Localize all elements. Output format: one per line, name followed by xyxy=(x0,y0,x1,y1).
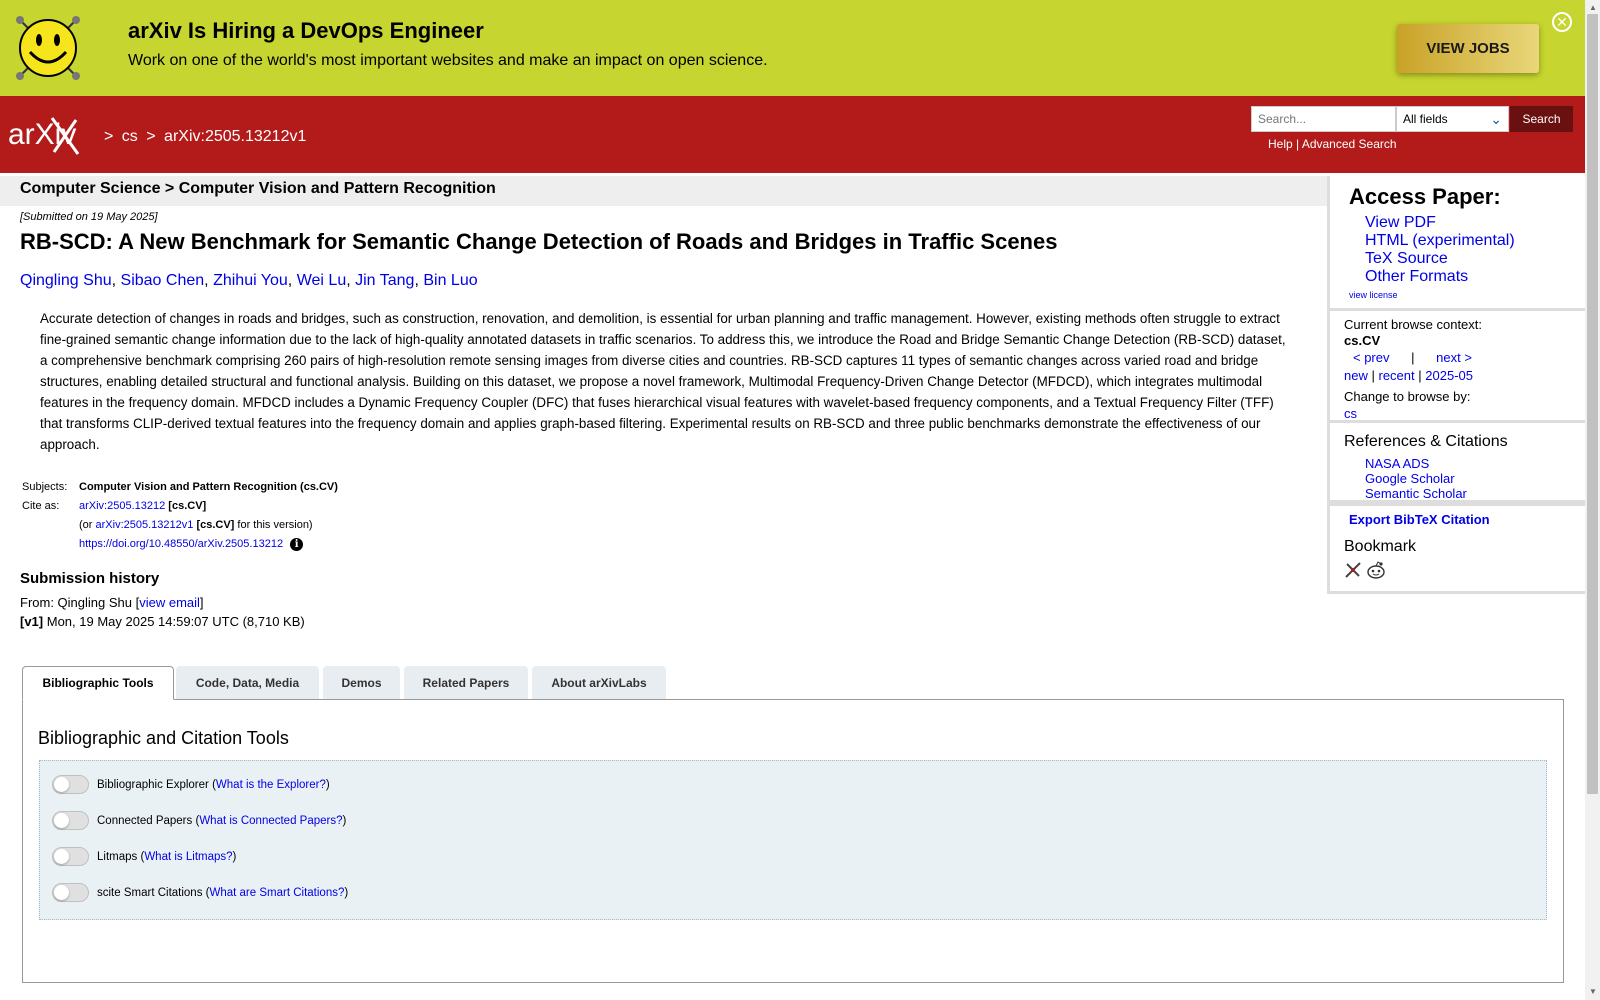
submitted-date: [Submitted on 19 May 2025] xyxy=(20,211,158,223)
page-scrollbar[interactable] xyxy=(1585,0,1600,1000)
access-links xyxy=(1365,214,1515,286)
view-jobs-button[interactable]: VIEW JOBS xyxy=(1397,24,1539,73)
prev-link[interactable]: < prev xyxy=(1353,350,1390,365)
export-box xyxy=(1330,503,1585,506)
references-box xyxy=(1330,423,1585,503)
subjects-label: Subjects: xyxy=(22,481,68,493)
chevron-down-icon: ⌄ xyxy=(1490,111,1502,127)
breadcrumb-sep: > xyxy=(146,128,156,145)
help-links xyxy=(1268,137,1397,151)
subjects-value: Computer Vision and Pattern Recognition (cs.CV) xyxy=(79,481,338,493)
search-button[interactable]: Search xyxy=(1510,106,1573,132)
paren: ( xyxy=(212,778,216,791)
author-separator: , xyxy=(204,272,209,289)
tool-help-link[interactable]: What is Litmaps? xyxy=(144,850,233,863)
author-separator: , xyxy=(287,272,293,289)
paren: ) xyxy=(325,778,330,791)
author-list xyxy=(20,272,478,290)
new-link[interactable]: new xyxy=(1344,368,1368,383)
browse-context-box xyxy=(1330,311,1585,423)
arxiv-logo[interactable] xyxy=(8,114,103,156)
scroll-thumb[interactable] xyxy=(1587,14,1598,794)
tab-bibliographic-tools[interactable]: Bibliographic Tools xyxy=(22,666,174,700)
tex-source-link[interactable]: TeX Source xyxy=(1365,250,1448,267)
google-scholar-link[interactable]: Google Scholar xyxy=(1365,471,1455,486)
author-link[interactable]: Jin Tang xyxy=(355,272,415,289)
bookmark-icons xyxy=(1344,561,1386,584)
tool-row xyxy=(52,811,346,830)
search-field-select[interactable] xyxy=(1396,106,1509,132)
view-pdf-link[interactable]: View PDF xyxy=(1365,214,1436,231)
reddit-icon[interactable] xyxy=(1366,561,1386,579)
advanced-search-link[interactable]: Advanced Search xyxy=(1301,137,1397,151)
author-link[interactable]: Qingling Shu xyxy=(20,272,112,289)
submission-from-close: ] xyxy=(199,595,204,610)
paren: ( xyxy=(195,814,200,827)
toggle-bibliographic-explorer[interactable] xyxy=(52,775,89,794)
recent-link[interactable]: recent xyxy=(1378,368,1415,383)
tools-box xyxy=(39,760,1547,920)
author-link[interactable]: Wei Lu xyxy=(296,272,347,289)
month-link[interactable]: 2025-05 xyxy=(1425,368,1473,383)
browse-context-label: Current browse context: xyxy=(1344,317,1483,332)
breadcrumb xyxy=(104,128,310,146)
metadata-table xyxy=(20,478,340,554)
bibsonomy-icon[interactable] xyxy=(1344,561,1362,579)
other-formats-link[interactable]: Other Formats xyxy=(1365,268,1469,285)
version-date: Mon, 19 May 2025 14:59:07 UTC (8,710 KB) xyxy=(46,614,305,629)
banner-title: arXiv Is Hiring a DevOps Engineer xyxy=(128,18,484,43)
submission-from-text: From: Qingling Shu [ xyxy=(20,595,140,610)
toggle-litmaps[interactable] xyxy=(52,847,89,866)
version-label: [v1] xyxy=(20,614,44,629)
tool-label: Litmaps xyxy=(97,850,138,863)
prev-next-nav xyxy=(1353,350,1472,365)
tab-demos[interactable]: Demos xyxy=(323,666,400,699)
doi-link[interactable]: https://doi.org/10.48550/arXiv.2505.13212 xyxy=(79,538,284,550)
search-input[interactable]: Search... xyxy=(1251,106,1396,132)
help-link[interactable]: Help xyxy=(1268,137,1293,151)
browse-cs-link[interactable]: cs xyxy=(1344,406,1357,421)
author-link[interactable]: Zhihui You xyxy=(213,272,288,289)
tool-help-link[interactable]: What are Smart Citations? xyxy=(209,886,345,899)
tool-help-link[interactable]: What is Connected Papers? xyxy=(199,814,343,827)
toggle-connected-papers[interactable] xyxy=(52,811,89,830)
tool-label: scite Smart Citations xyxy=(97,886,203,899)
tab-code-data-media[interactable]: Code, Data, Media xyxy=(176,666,319,699)
tab-panel xyxy=(22,699,1564,983)
breadcrumb-sep: > xyxy=(104,128,114,145)
change-browse-label: Change to browse by: xyxy=(1344,389,1471,404)
cite-label: Cite as: xyxy=(22,500,60,512)
author-separator: , xyxy=(111,272,117,289)
breadcrumb-cs[interactable]: cs xyxy=(121,128,138,145)
submission-history-title: Submission history xyxy=(20,570,160,587)
hiring-banner xyxy=(0,0,1585,96)
references-title: References & Citations xyxy=(1344,433,1508,450)
export-bibtex-link[interactable]: Export BibTeX Citation xyxy=(1349,512,1490,527)
nasa-ads-link[interactable]: NASA ADS xyxy=(1365,456,1430,471)
paren: ) xyxy=(344,886,349,899)
scroll-up-arrow-icon[interactable]: ▲ xyxy=(1589,3,1597,12)
author-link[interactable]: Sibao Chen xyxy=(120,272,205,289)
access-paper-title: Access Paper: xyxy=(1349,184,1501,209)
version-category: [cs.CV] xyxy=(196,519,235,531)
tab-related-papers[interactable]: Related Papers xyxy=(404,666,528,699)
smiley-logo-icon xyxy=(12,12,84,84)
arxiv-logo-text: arXiv xyxy=(8,118,77,151)
cite-link[interactable]: arXiv:2505.13212 xyxy=(79,500,166,512)
semantic-scholar-link[interactable]: Semantic Scholar xyxy=(1365,486,1467,501)
view-license-link[interactable]: view license xyxy=(1349,290,1398,300)
version-history-v1 xyxy=(20,614,305,629)
tool-row xyxy=(52,847,236,866)
paren: ( xyxy=(205,886,210,899)
html-experimental-link[interactable]: HTML (experimental) xyxy=(1365,232,1515,249)
paren: ( xyxy=(140,850,145,863)
category-path: Computer Science > Computer Vision and Pattern Recognition xyxy=(0,176,1327,206)
tool-help-link[interactable]: What is the Explorer? xyxy=(215,778,326,791)
browse-list-nav xyxy=(1344,368,1473,383)
author-separator: , xyxy=(346,272,351,289)
panel-title: Bibliographic and Citation Tools xyxy=(38,728,289,748)
toggle-scite-smart-citations[interactable] xyxy=(52,883,89,902)
author-separator: , xyxy=(414,272,419,289)
bookmark-title: Bookmark xyxy=(1344,538,1417,555)
submission-from xyxy=(20,595,204,610)
sidebar xyxy=(1327,176,1585,594)
author-link[interactable]: Bin Luo xyxy=(423,272,478,289)
tool-label: Connected Papers xyxy=(97,814,193,827)
version-link[interactable]: arXiv:2505.13212v1 xyxy=(95,519,194,531)
tab-about-arxivlabs[interactable]: About arXivLabs xyxy=(532,666,666,699)
paren: ) xyxy=(342,814,347,827)
version-open: (or xyxy=(79,519,93,531)
info-icon[interactable]: i xyxy=(290,538,303,551)
site-header xyxy=(0,96,1585,173)
paren: ) xyxy=(232,850,237,863)
breadcrumb-paper-id: arXiv:2505.13212v1 xyxy=(164,128,307,145)
search-field-value: All fields xyxy=(1403,112,1448,126)
abstract: Accurate detection of changes in roads and bridges, such as construction, renovation, and demolition, is essential for urban planning and traffic management. However, existing methods often struggle to extract fine-grained semantic change information due to the lack of high-quality annotated datasets in traffic scenarios. To address this, we introduce the Road and Bridge Semantic Change Detection (RB-SCD) dataset, a comprehensive benchmark comprising 260 pairs of high-resolution remote sensing images from diverse cities and countries. RB-SCD captures 11 types of semantic changes across varied road and bridge structures, enabling detailed structural and functional analysis. Building on this dataset, we propose a novel framework, Multimodal Frequency-Driven Change Detector (MFDCD), which integrates multimodal features in the frequency domain. MFDCD includes a Dynamic Frequency Coupler (DFC) that fuses hierarchical visual features with wavelet-based frequency components, and a Textual Frequency Filter (TFF) that transforms CLIP-derived textual features into the frequency domain and applies graph-based filtering. Experimental results on RB-SCD and three public benchmarks demonstrate the effectiveness of our approach. xyxy=(40,311,1286,452)
next-link[interactable]: next > xyxy=(1436,350,1472,365)
tool-label: Bibliographic Explorer xyxy=(97,778,209,791)
tool-row xyxy=(52,775,330,794)
nav-separator: | xyxy=(1418,368,1422,383)
access-paper-box xyxy=(1330,176,1585,311)
cite-category: [cs.CV] xyxy=(168,500,207,512)
nav-separator: | xyxy=(1371,368,1375,383)
tool-row xyxy=(52,883,348,902)
paper-title: RB-SCD: A New Benchmark for Semantic Change Detection of Roads and Bridges in Traffic Scenes xyxy=(20,229,1058,254)
nav-separator: | xyxy=(1411,350,1415,365)
view-email-link[interactable]: view email xyxy=(139,595,200,610)
close-circle-icon[interactable]: ✕ xyxy=(1552,12,1572,32)
version-close: for this version) xyxy=(237,519,313,531)
banner-text: Work on one of the world's most important websites and make an impact on open science. xyxy=(128,52,768,69)
browse-context-value: cs.CV xyxy=(1344,333,1381,348)
help-separator: | xyxy=(1296,137,1300,151)
scroll-down-arrow-icon[interactable]: ▼ xyxy=(1589,987,1597,996)
